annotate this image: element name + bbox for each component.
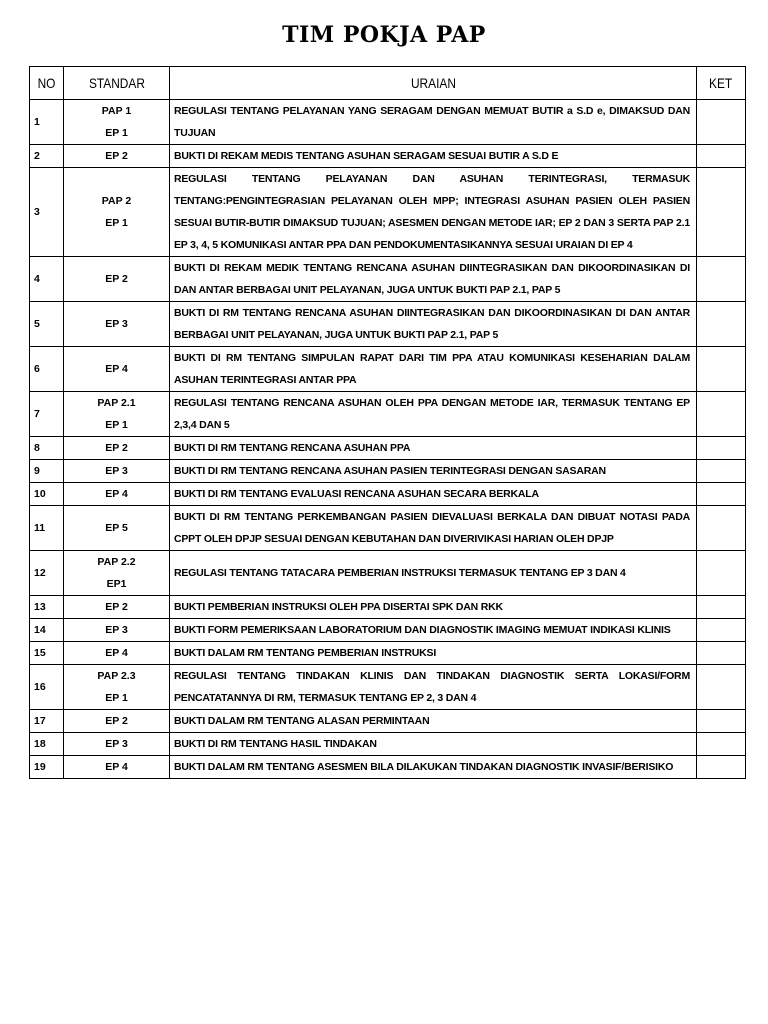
row-standar (64, 145, 170, 168)
row-number: 13 (30, 596, 64, 619)
standar-line: PAP 2 (101, 195, 132, 207)
row-standar (64, 100, 170, 145)
row-standar (64, 642, 170, 665)
standar-line: EP 3 (105, 318, 128, 330)
row-standar (64, 460, 170, 483)
row-ket (697, 642, 746, 665)
row-ket (697, 483, 746, 506)
standar-line: EP 1 (105, 692, 128, 704)
row-standar (64, 619, 170, 642)
row-standar (64, 302, 170, 347)
table-row (30, 302, 746, 347)
row-standar (64, 665, 170, 710)
table-row (30, 551, 746, 596)
table-header-row (30, 67, 746, 100)
page-title: TIM POKJA PAP (282, 22, 486, 48)
table-row (30, 100, 746, 145)
row-uraian: REGULASI TENTANG TATACARA PEMBERIAN INSTRUKSI TERMASUK TENTANG EP 3 DAN 4 (170, 551, 697, 596)
standar-line: EP 3 (105, 738, 128, 750)
row-ket (697, 619, 746, 642)
row-uraian: BUKTI DI RM TENTANG PERKEMBANGAN PASIEN DIEVALUASI BERKALA DAN DIBUAT NOTASI PADA CPPT OLEH DPJP SESUAI DENGAN KEBUTAHAN DAN DIVERIVIKASI HARIAN OLEH DPJP (170, 506, 697, 551)
row-number: 8 (30, 437, 64, 460)
table-row (30, 168, 746, 257)
row-uraian: REGULASI TENTANG TINDAKAN KLINIS DAN TINDAKAN DIAGNOSTIK SERTA LOKASI/FORM PENCATATANNYA DI RM, TERMASUK TENTANG EP 2, 3 DAN 4 (170, 665, 697, 710)
table-row (30, 756, 746, 779)
row-standar (64, 756, 170, 779)
row-standar (64, 551, 170, 596)
standar-line: PAP 2.1 (97, 397, 136, 409)
row-standar (64, 596, 170, 619)
table-row (30, 733, 746, 756)
row-ket (697, 596, 746, 619)
row-standar (64, 347, 170, 392)
standar-line: EP 4 (105, 363, 128, 375)
row-ket (697, 168, 746, 257)
standar-line: EP 1 (105, 127, 128, 139)
standar-line: EP 1 (105, 419, 128, 431)
header-standar: STANDAR (64, 67, 170, 100)
row-uraian: BUKTI DI RM TENTANG RENCANA ASUHAN PASIEN TERINTEGRASI DENGAN SASARAN (170, 460, 697, 483)
standar-line: EP 5 (105, 522, 128, 534)
row-ket (697, 506, 746, 551)
row-standar (64, 483, 170, 506)
row-standar (64, 392, 170, 437)
header-no: NO (30, 67, 64, 100)
table-row (30, 257, 746, 302)
row-uraian: BUKTI DALAM RM TENTANG PEMBERIAN INSTRUKSI (170, 642, 697, 665)
row-uraian: BUKTI PEMBERIAN INSTRUKSI OLEH PPA DISERTAI SPK DAN RKK (170, 596, 697, 619)
row-uraian: BUKTI DI REKAM MEDIK TENTANG RENCANA ASUHAN DIINTEGRASIKAN DAN DIKOORDINASIKAN DI DAN ANTAR BERBAGAI UNIT PELAYANAN, JUGA UNTUK BUKTI PAP 2.1, PAP 5 (170, 257, 697, 302)
row-ket (697, 392, 746, 437)
pokja-table (29, 66, 746, 779)
row-uraian: BUKTI DI RM TENTANG RENCANA ASUHAN DIINTEGRASIKAN DAN DIKOORDINASIKAN DI DAN ANTAR BERBAGAI UNIT PELAYANAN, JUGA UNTUK BUKTI PAP 2.1, PAP 5 (170, 302, 697, 347)
row-standar (64, 168, 170, 257)
row-number: 18 (30, 733, 64, 756)
row-ket (697, 145, 746, 168)
row-uraian: BUKTI DALAM RM TENTANG ASESMEN BILA DILAKUKAN TINDAKAN DIAGNOSTIK INVASIF/BERISIKO (170, 756, 697, 779)
row-uraian: BUKTI DI RM TENTANG RENCANA ASUHAN PPA (170, 437, 697, 460)
row-number: 19 (30, 756, 64, 779)
row-ket (697, 347, 746, 392)
row-number: 12 (30, 551, 64, 596)
standar-line: EP 2 (105, 150, 128, 162)
standar-line: EP 4 (105, 647, 128, 659)
row-number: 14 (30, 619, 64, 642)
table-row (30, 483, 746, 506)
standar-line: EP 3 (105, 624, 128, 636)
table-row (30, 642, 746, 665)
table-row (30, 619, 746, 642)
standar-line: EP 4 (105, 488, 128, 500)
row-ket (697, 257, 746, 302)
row-uraian: BUKTI DI RM TENTANG EVALUASI RENCANA ASUHAN SECARA BERKALA (170, 483, 697, 506)
row-ket (697, 551, 746, 596)
row-ket (697, 437, 746, 460)
standar-line: PAP 2.2 (97, 556, 136, 568)
row-number: 15 (30, 642, 64, 665)
row-ket (697, 756, 746, 779)
row-number: 1 (30, 100, 64, 145)
table-row (30, 392, 746, 437)
row-uraian: BUKTI DI RM TENTANG HASIL TINDAKAN (170, 733, 697, 756)
table-row (30, 145, 746, 168)
standar-line: EP 2 (105, 273, 128, 285)
row-uraian: REGULASI TENTANG RENCANA ASUHAN OLEH PPA DENGAN METODE IAR, TERMASUK TENTANG EP 2,3,4 DAN 5 (170, 392, 697, 437)
row-number: 3 (30, 168, 64, 257)
standar-line: EP 3 (105, 465, 128, 477)
table-body (30, 100, 746, 779)
table-row (30, 596, 746, 619)
table-row (30, 506, 746, 551)
row-number: 16 (30, 665, 64, 710)
row-number: 7 (30, 392, 64, 437)
row-number: 11 (30, 506, 64, 551)
row-uraian: BUKTI DI REKAM MEDIS TENTANG ASUHAN SERAGAM SESUAI BUTIR A S.D E (170, 145, 697, 168)
header-uraian: URAIAN (170, 67, 697, 100)
table-row (30, 710, 746, 733)
row-number: 6 (30, 347, 64, 392)
standar-line: EP 2 (105, 715, 128, 727)
row-uraian: REGULASI TENTANG PELAYANAN DAN ASUHAN TERINTEGRASI, TERMASUK TENTANG:PENGINTEGRASIAN PELAYANAN OLEH MPP; INTEGRASI ASUHAN PASIEN OLEH PASIEN SESUAI BUTIR-BUTIR DIMAKSUD TUJUAN; ASESMEN DENGAN METODE IAR; EP 2 DAN 3 SERTA PAP 2.1 EP 3, 4, 5 KOMUNIKASI ANTAR PPA DAN PENDOKUMENTASIKANNYA SESUAI URAIAN DI EP 4 (170, 168, 697, 257)
row-standar (64, 437, 170, 460)
row-standar (64, 710, 170, 733)
table-row (30, 460, 746, 483)
standar-line: PAP 2.3 (97, 670, 136, 682)
header-ket: KET (697, 67, 746, 100)
standar-line: PAP 1 (101, 105, 132, 117)
table-row (30, 347, 746, 392)
row-ket (697, 733, 746, 756)
standar-line: EP 2 (105, 601, 128, 613)
row-standar (64, 257, 170, 302)
row-ket (697, 100, 746, 145)
table-row (30, 437, 746, 460)
row-uraian: REGULASI TENTANG PELAYANAN YANG SERAGAM DENGAN MEMUAT BUTIR a S.D e, DIMAKSUD DAN TUJUAN (170, 100, 697, 145)
standar-line: EP 1 (105, 217, 128, 229)
row-number: 2 (30, 145, 64, 168)
row-uraian: BUKTI DI RM TENTANG SIMPULAN RAPAT DARI TIM PPA ATAU KOMUNIKASI KESEHARIAN DALAM ASUHAN TERINTEGRASI ANTAR PPA (170, 347, 697, 392)
standar-line: EP1 (106, 578, 127, 590)
row-uraian: BUKTI FORM PEMERIKSAAN LABORATORIUM DAN DIAGNOSTIK IMAGING MEMUAT INDIKASI KLINIS (170, 619, 697, 642)
standar-line: EP 2 (105, 442, 128, 454)
row-ket (697, 302, 746, 347)
table-row (30, 665, 746, 710)
row-ket (697, 710, 746, 733)
row-uraian: BUKTI DALAM RM TENTANG ALASAN PERMINTAAN (170, 710, 697, 733)
row-number: 17 (30, 710, 64, 733)
row-number: 5 (30, 302, 64, 347)
row-number: 10 (30, 483, 64, 506)
row-number: 4 (30, 257, 64, 302)
row-standar (64, 733, 170, 756)
row-ket (697, 460, 746, 483)
row-number: 9 (30, 460, 64, 483)
row-ket (697, 665, 746, 710)
row-standar (64, 506, 170, 551)
standar-line: EP 4 (105, 761, 128, 773)
